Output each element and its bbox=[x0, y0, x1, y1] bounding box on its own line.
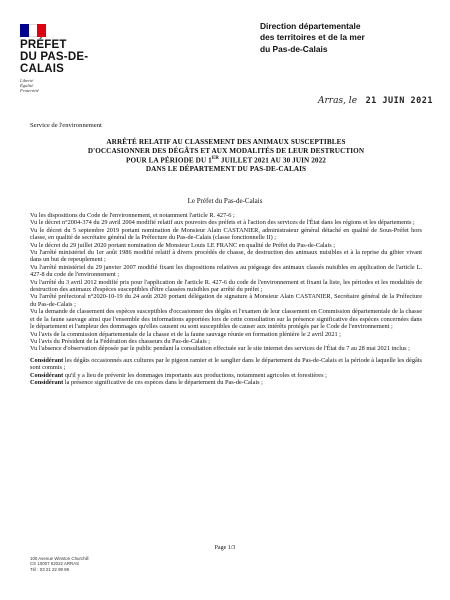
vu-paragraph: Vu la demande de classement des espèces susceptibles d'occasionner des dégâts et l'examen de leur classement en Commission départementale de la chasse et de la faune sauvage ainsi que l'ensemble des informations apportées lors de cette consultation sur la présence significative des espèces concernées dans le département et l'ampleur des dommages qu'elles causent ou sont susceptibles de causer aux intérêts protégés par le Code de l'environnement ; bbox=[30, 308, 422, 331]
republic-flag-icon bbox=[20, 24, 46, 37]
vu-paragraph: Vu le décret n°2004-374 du 29 avril 2004 modifié relatif aux pouvoirs des préfets et à l'action des services de l'État dans les régions et les départements ; bbox=[30, 219, 415, 227]
decree-title bbox=[40, 138, 412, 174]
considerant-text: qu'il y a lieu de prévenir les dommages importants aux productions, notamment agricoles et forestières ; bbox=[63, 371, 327, 379]
republic-motto bbox=[20, 78, 130, 94]
vu-paragraph: Vu l'absence d'observation déposée par le public pendant la consultation effectuée sur le site internet des services de l'État du 7 au 28 mai 2021 inclus ; bbox=[30, 345, 410, 353]
considerant-label: Considérant bbox=[30, 378, 64, 386]
considerant-text: les dégâts occasionnés aux cultures par le pigeon ramier et le sanglier dans le département du Pas-de-Calais et la période à laquelle les dégâts sont commis ; bbox=[30, 356, 422, 372]
vu-paragraph: Vu l'avis du Président de la Fédération des chasseurs du Pas-de-Calais ; bbox=[30, 337, 211, 345]
footer-street: 100 Avenue Winston Churchill bbox=[30, 556, 89, 561]
title-line-4: DANS LE DÉPARTEMENT DU PAS-DE-CALAIS bbox=[145, 165, 307, 174]
considerant-label: Considérant bbox=[30, 356, 64, 364]
service-name: Service de l'environnement bbox=[30, 122, 102, 129]
considerant-paragraph bbox=[30, 357, 422, 372]
title-line-2: D'OCCASIONNER DES DÉGÂTS ET AUX MODALITÉS DE LEUR DESTRUCTION bbox=[87, 146, 365, 155]
title-line-1: ARRÊTÉ RELATIF AU CLASSEMENT DES ANIMAUX SUSCEPTIBLES bbox=[106, 138, 346, 146]
footer-city: CS 10007 62022 ARRAS bbox=[30, 561, 80, 567]
direction-line-2: des territoires et de la mer bbox=[260, 32, 365, 43]
issuing-direction bbox=[260, 21, 420, 55]
motto-fraternite: Fraternité bbox=[20, 88, 39, 94]
title-line-3 bbox=[40, 155, 412, 165]
flag-white bbox=[29, 24, 38, 37]
motto-liberte: Liberté bbox=[20, 78, 34, 83]
vu-paragraph: Vu le décret du 5 septembre 2019 portant nomination de Monsieur Alain CASTANIER, administrateur général détaché en qualité de Sous-Préfet hors classe, en qualité de secrétaire général de la Préfecture du Pas-de-Calais (classe fonctionnelle II) ; bbox=[30, 226, 422, 242]
motto-egalite: Égalité bbox=[20, 83, 34, 89]
vu-paragraph: Vu l'arrêté ministériel du 29 janvier 2007 modifié fixant les dispositions relatives au piégeage des animaux classés nuisibles en application de l'article L. 427-8 du code de l'environnement ; bbox=[30, 263, 422, 279]
flag-red bbox=[37, 24, 46, 37]
direction-line-3: du Pas-de-Calais bbox=[260, 43, 328, 54]
title-line-3-post: JUILLET 2021 AU 30 JUIN 2022 bbox=[219, 156, 327, 165]
decree-body bbox=[30, 212, 422, 386]
stamp-place: Arras, le bbox=[318, 96, 358, 106]
vu-paragraph: Vu les dispositions du Code de l'environnement, et notamment l'article R. 427-6 ; bbox=[30, 212, 235, 219]
stamp-date: 21 JUIN 2021 bbox=[365, 96, 433, 106]
vu-paragraph: Vu l'arrêté préfectoral n°2020-10-19 du 24 août 2020 portant délégation de signature à Monsieur Alain CASTANIER, Secrétaire général de la Préfecture du Pas-de-Calais ; bbox=[30, 293, 422, 308]
logo-line-prefet: PRÉFET bbox=[20, 39, 67, 51]
prefecture-logo bbox=[20, 24, 130, 94]
footer-phone: Tél : 03 21 22 99 99 bbox=[30, 566, 70, 572]
title-line-3-sup: ER bbox=[211, 156, 219, 162]
considerant-paragraph bbox=[30, 379, 422, 386]
considerant-label: Considérant bbox=[30, 371, 64, 379]
prefet-heading: Le Préfet du Pas-de-Calais bbox=[187, 197, 263, 205]
page-number: Page 1/3 bbox=[214, 545, 236, 551]
flag-blue bbox=[20, 24, 29, 37]
vu-paragraph: Vu l'avis de la commission départementale de la chasse et de la faune sauvage réunie en formation plénière le 2 avril 2021 ; bbox=[30, 330, 341, 338]
logo-line-department: DU PAS-DE-CALAIS bbox=[20, 51, 89, 75]
considerant-text: la présence significative de ces espèces dans le département du Pas-de-Calais ; bbox=[63, 378, 263, 386]
date-stamp bbox=[318, 96, 433, 106]
vu-paragraph: Vu l'arrêté du 3 avril 2012 modifié pris pour l'application de l'article R. 427-6 du code de l'environnement et fixant la liste, les périodes et les modalités de destruction des animaux d'espèces susceptibles d'être classées nuisibles par arrêté du préfet ; bbox=[30, 278, 422, 294]
title-line-3-pre: POUR LA PÉRIODE DU 1 bbox=[125, 156, 212, 165]
vu-paragraph: Vu l'arrêté ministériel du 1er août 1986 modifié relatif à divers procédés de chasse, de destruction des animaux nuisibles et à la reprise du gibier vivant dans un but de repeuplement ; bbox=[30, 249, 422, 264]
vu-paragraph: Vu le décret du 29 juillet 2020 portant nomination de Monsieur Louis LE FRANC en qualité de Préfet du Pas-de-Calais ; bbox=[30, 241, 335, 249]
direction-line-1: Direction départementale bbox=[260, 21, 361, 31]
considerant-paragraph bbox=[30, 372, 422, 379]
address-footer bbox=[30, 556, 89, 572]
